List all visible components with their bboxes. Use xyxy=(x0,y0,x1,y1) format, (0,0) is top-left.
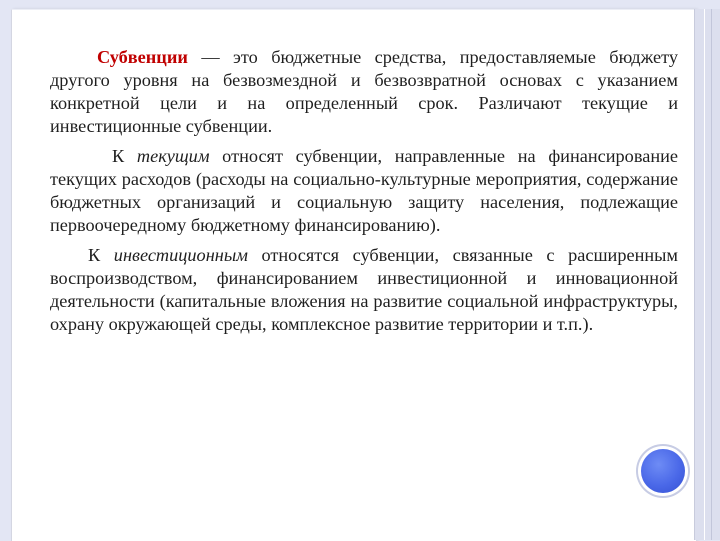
investment-lead: К xyxy=(88,245,114,265)
paragraph-current xyxy=(50,145,678,237)
investment-text: относятся субвенции, связанные с расширенным воспроизводством, финансированием инвестиционной и инновационной деятельности (капитальные вложения на развитие социальной инфраструктуры, охрану окружающей среды, комплексное развитие территории и т.п.). xyxy=(50,245,679,334)
decorative-circle-icon xyxy=(641,449,685,493)
definition-text: — это бюджетные средства, предоставляемые бюджету другого уровня на безвозмездной и безвозвратной основах с указанием конкретной цели и на определенный срок. Различают текущие и инвестиционные субвенции. xyxy=(50,47,678,136)
current-lead: К xyxy=(112,146,137,166)
slide-text-box xyxy=(50,46,678,343)
term-subventions: Субвенции xyxy=(97,47,188,67)
paragraph-investment xyxy=(50,244,678,336)
paragraph-definition xyxy=(50,46,678,138)
slide xyxy=(11,9,696,541)
decorative-frame-right xyxy=(694,9,720,540)
term-current: текущим xyxy=(136,146,210,166)
term-investment: инвестиционным xyxy=(113,245,248,265)
current-text: относят субвенции, направленные на финансирование текущих расходов (расходы на социально-культурные мероприятия, содержание бюджетных организаций и социальную защиту населения, подлежащие первоочередному бюджетному финансированию). xyxy=(50,146,679,235)
